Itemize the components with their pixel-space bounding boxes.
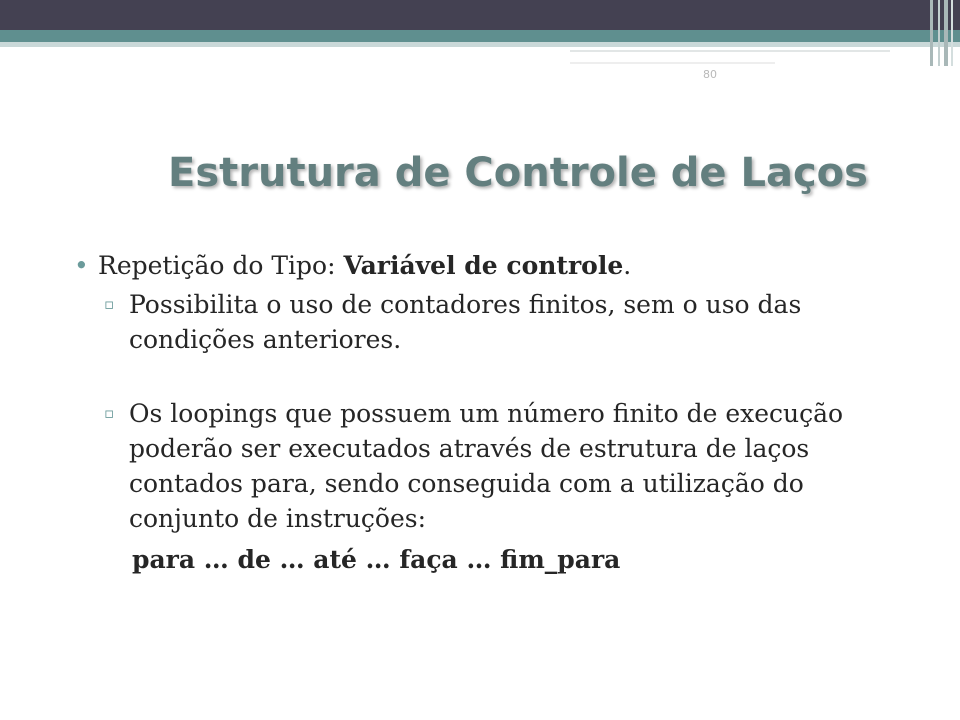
bullet-text-bold: Variável de controle bbox=[343, 251, 624, 280]
instruction-keywords bbox=[74, 542, 874, 577]
slide-content bbox=[74, 248, 874, 577]
corner-deco-stripe bbox=[951, 0, 953, 66]
header-rule bbox=[570, 50, 890, 52]
header-rule-short bbox=[570, 62, 775, 64]
spacer bbox=[74, 357, 874, 392]
sub-bullet-item bbox=[74, 396, 874, 536]
keyword-fim-para: fim_para bbox=[500, 545, 621, 574]
sub-bullet-text: Os loopings que possuem um número finito de execução poderão ser executados através de estrutura de laços contados para, sendo conseguida com a utilização do conjunto de instruções: bbox=[129, 399, 844, 533]
bullet-item bbox=[74, 248, 874, 283]
keyword-separator: … bbox=[457, 545, 501, 574]
keyword-faca: faça bbox=[399, 545, 458, 574]
bullet-marker: • bbox=[74, 251, 89, 280]
keyword-separator: … bbox=[356, 545, 400, 574]
bullet-text-suffix: . bbox=[623, 251, 632, 280]
keyword-de: de bbox=[237, 545, 271, 574]
sub-bullet-marker: ▫ bbox=[104, 404, 115, 422]
header-bar-light bbox=[0, 42, 960, 47]
header-bar-teal bbox=[0, 30, 960, 42]
sub-bullet-marker: ▫ bbox=[104, 295, 115, 313]
sub-bullet-item bbox=[74, 287, 874, 357]
corner-deco-stripe bbox=[944, 0, 948, 66]
bullet-text-prefix: Repetição do Tipo: bbox=[98, 251, 344, 280]
corner-deco-stripe bbox=[930, 0, 933, 66]
keyword-ate: até bbox=[313, 545, 357, 574]
keyword-separator: … bbox=[270, 545, 314, 574]
slide-number: 80 bbox=[703, 68, 717, 81]
keyword-para: para bbox=[132, 545, 196, 574]
header-bar-dark bbox=[0, 0, 960, 30]
slide-title: Estrutura de Controle de Laços bbox=[168, 150, 868, 196]
corner-deco-stripe bbox=[938, 0, 940, 66]
keyword-separator: … bbox=[195, 545, 238, 574]
sub-bullet-text: Possibilita o uso de contadores finitos, sem o uso das condições anteriores. bbox=[129, 290, 802, 354]
